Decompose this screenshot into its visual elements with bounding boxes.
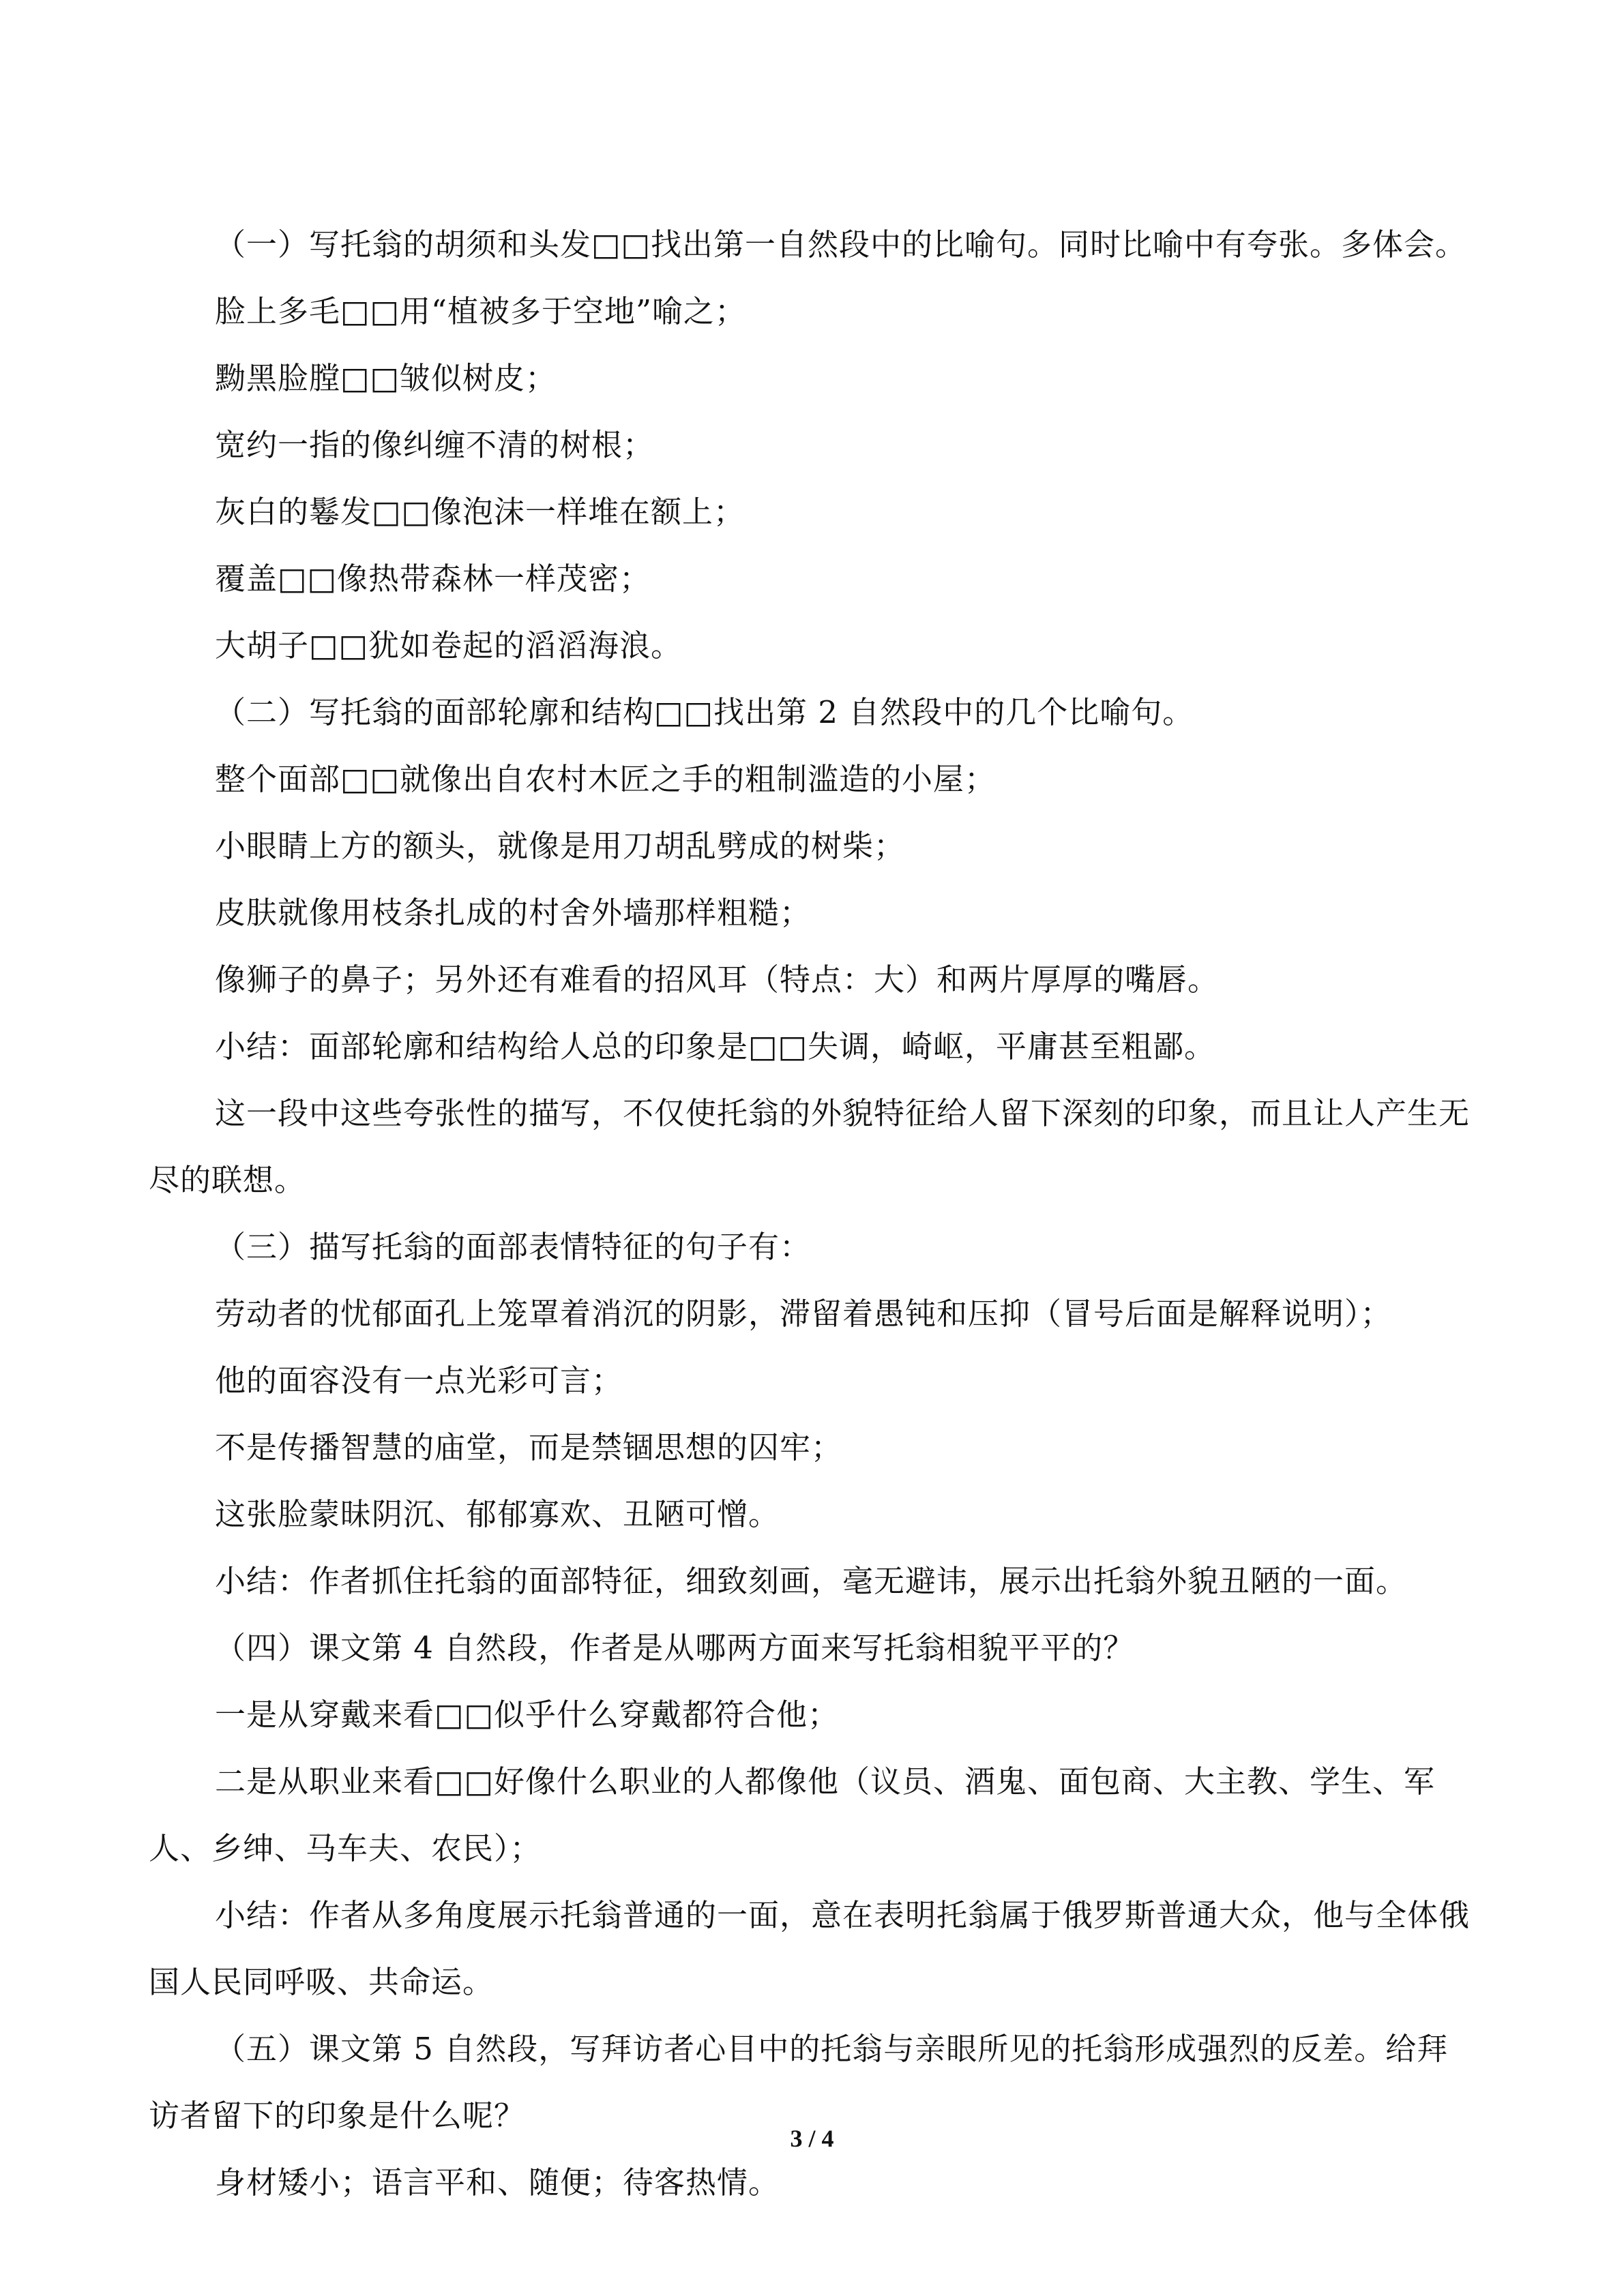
paragraph-item: 黝黑脸膛□□皱似树皮； bbox=[215, 360, 557, 396]
paragraph-summary: 小结：面部轮廓和结构给人总的印象是□□失调，崎岖，平庸甚至粗鄙。 bbox=[215, 1028, 1216, 1064]
paragraph-item: 大胡子□□犹如卷起的滔滔海浪。 bbox=[215, 627, 683, 664]
paragraph-item: 像狮子的鼻子；另外还有难看的招风耳（特点：大）和两片厚厚的嘴唇。 bbox=[215, 961, 1220, 998]
page-number: 3 / 4 bbox=[790, 2125, 834, 2152]
paragraph-section-1-heading: （一）写托翁的胡须和头发□□找出第一自然段中的比喻句。同时比喻中有夸张。多体会。 bbox=[215, 226, 1467, 263]
paragraph-item: 脸上多毛□□用“植被多于空地”喻之； bbox=[215, 293, 747, 329]
paragraph-item: 身材矮小；语言平和、随便；待客热情。 bbox=[215, 2164, 780, 2201]
paragraph-section-5-heading: （五）课文第 5 自然段，写拜访者心目中的托翁与亲眼所见的托翁形成强烈的反差。给拜访者留下的印象是什么呢？ bbox=[149, 2031, 1449, 2134]
paragraph-item: 他的面容没有一点光彩可言； bbox=[215, 1362, 623, 1399]
paragraph-item: 不是传播智慧的庙堂，而是禁锢思想的囚牢； bbox=[215, 1429, 843, 1465]
paragraph-summary: 小结：作者从多角度展示托翁普通的一面，意在表明托翁属于俄罗斯普通大众，他与全体俄国人民同呼吸、共命运。 bbox=[149, 1897, 1471, 2000]
paragraph-item: 覆盖□□像热带森林一样茂密； bbox=[215, 561, 651, 597]
paragraph-section-3-heading: （三）描写托翁的面部表情特征的句子有： bbox=[215, 1229, 812, 1265]
paragraph-item: 整个面部□□就像出自农村木匠之手的粗制滥造的小屋； bbox=[215, 761, 996, 797]
paragraph-item: 小眼睛上方的额头，就像是用刀胡乱劈成的树柴； bbox=[215, 828, 906, 864]
paragraph-item: 一是从穿戴来看□□似乎什么穿戴都符合他； bbox=[215, 1697, 840, 1733]
paragraph-item: 灰白的鬈发□□像泡沫一样堆在额上； bbox=[215, 494, 745, 530]
paragraph-item: 二是从职业来看□□好像什么职业的人都像他（议员、酒鬼、面包商、大主教、学生、军人、乡绅、马车夫、农民）； bbox=[149, 1763, 1436, 1866]
paragraph-item: 劳动者的忧郁面孔上笼罩着消沉的阴影，滞留着愚钝和压抑（冒号后面是解释说明）； bbox=[215, 1296, 1392, 1332]
paragraph-item: 宽约一指的像纠缠不清的树根； bbox=[215, 427, 655, 463]
paragraph-item: 这一段中这些夸张性的描写，不仅使托翁的外貌特征给人留下深刻的印象，而且让人产生无尽的联想。 bbox=[149, 1095, 1471, 1198]
document-body bbox=[149, 211, 1475, 2216]
paragraph-summary: 小结：作者抓住托翁的面部特征，细致刻画，毫无避讳，展示出托翁外貌丑陋的一面。 bbox=[215, 1563, 1408, 1599]
paragraph-section-4-heading: （四）课文第 4 自然段，作者是从哪两方面来写托翁相貌平平的？ bbox=[215, 1630, 1135, 1666]
paragraph-item: 这张脸蒙昧阴沉、郁郁寡欢、丑陋可憎。 bbox=[215, 1496, 780, 1532]
paragraph-item: 皮肤就像用枝条扎成的村舍外墙那样粗糙； bbox=[215, 895, 812, 931]
paragraph-section-2-heading: （二）写托翁的面部轮廓和结构□□找出第 2 自然段中的几个比喻句。 bbox=[215, 694, 1194, 730]
